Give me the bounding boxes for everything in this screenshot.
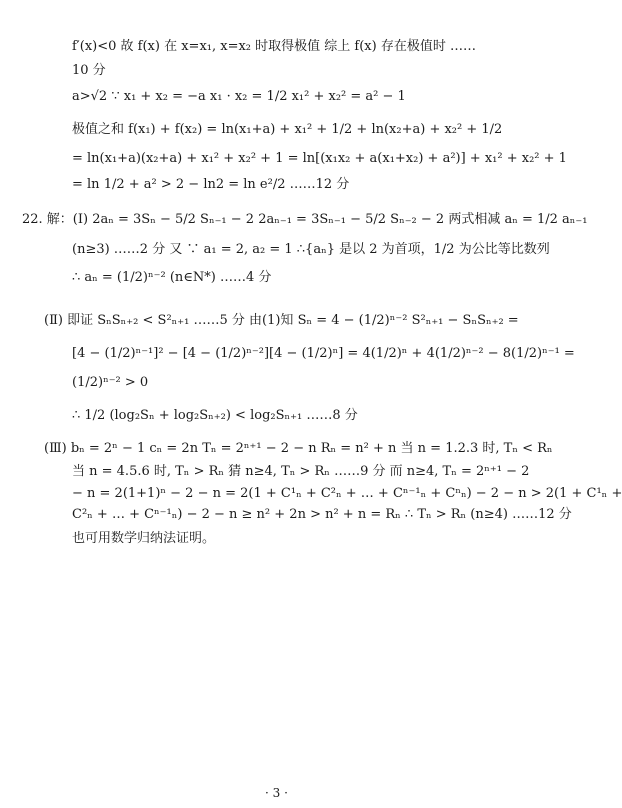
line-10: (Ⅱ) 即证 SₙSₙ₊₂ < S²ₙ₊₁ ……5 分 由(1)知 Sₙ = 4 − (1/2)ⁿ⁻² S²ₙ₊₁ − SₙSₙ₊₂ = xyxy=(44,313,519,328)
line-1: f′(x)<0 故 f(x) 在 x=x₁, x=x₂ 时取得极值 综上 f(x) 存在极值时 …… xyxy=(72,39,476,54)
line-8: (n≥3) ……2 分 又 ∵ a₁ = 2, a₂ = 1 ∴{aₙ} 是以 2 为首项，1/2 为公比等比数列 xyxy=(72,242,550,257)
line-18: 也可用数学归纳法证明。 xyxy=(72,531,216,546)
line-7: 22. 解：(Ⅰ) 2aₙ = 3Sₙ − 5/2 Sₙ₋₁ − 2 2aₙ₋₁ = 3Sₙ₋₁ − 5/2 Sₙ₋₂ − 2 两式相减 aₙ = 1/2 aₙ₋₁ xyxy=(22,212,588,227)
line-5: = ln(x₁+a)(x₂+a) + x₁² + x₂² + 1 = ln[(x₁x₂ + a(x₁+x₂) + a²)] + x₁² + x₂² + 1 xyxy=(72,151,567,166)
line-9: ∴ aₙ = (1/2)ⁿ⁻² (n∈N*) ……4 分 xyxy=(72,270,272,285)
line-3: a>√2 ∵ x₁ + x₂ = −a x₁ · x₂ = 1/2 x₁² + x₂² = a² − 1 xyxy=(72,89,406,104)
line-15: 当 n = 4.5.6 时, Tₙ > Rₙ 猜 n≥4, Tₙ > Rₙ ……9 分 而 n≥4, Tₙ = 2ⁿ⁺¹ − 2 xyxy=(72,464,530,479)
line-13: ∴ 1/2 (log₂Sₙ + log₂Sₙ₊₂) < log₂Sₙ₊₁ ……8 分 xyxy=(72,408,358,423)
line-14: (Ⅲ) bₙ = 2ⁿ − 1 cₙ = 2n Tₙ = 2ⁿ⁺¹ − 2 − n Rₙ = n² + n 当 n = 1.2.3 时, Tₙ < Rₙ xyxy=(44,441,553,456)
line-6: = ln 1/2 + a² > 2 − ln2 = ln e²/2 ……12 分 xyxy=(72,177,350,192)
line-2: 10 分 xyxy=(72,63,106,78)
line-12: (1/2)ⁿ⁻² > 0 xyxy=(72,375,149,390)
page-number: · 3 · xyxy=(265,786,288,800)
line-17: C²ₙ + … + Cⁿ⁻¹ₙ) − 2 − n ≥ n² + 2n > n² + n = Rₙ ∴ Tₙ > Rₙ (n≥4) ……12 分 xyxy=(72,507,572,522)
line-16: − n = 2(1+1)ⁿ − 2 − n = 2(1 + C¹ₙ + C²ₙ + … + Cⁿ⁻¹ₙ + Cⁿₙ) − 2 − n > 2(1 + C¹ₙ + xyxy=(72,486,622,501)
line-11: [4 − (1/2)ⁿ⁻¹]² − [4 − (1/2)ⁿ⁻²][4 − (1/2)ⁿ] = 4(1/2)ⁿ + 4(1/2)ⁿ⁻² − 8(1/2)ⁿ⁻¹ = xyxy=(72,346,575,361)
line-4: 极值之和 f(x₁) + f(x₂) = ln(x₁+a) + x₁² + 1/2 + ln(x₂+a) + x₂² + 1/2 xyxy=(72,122,503,137)
